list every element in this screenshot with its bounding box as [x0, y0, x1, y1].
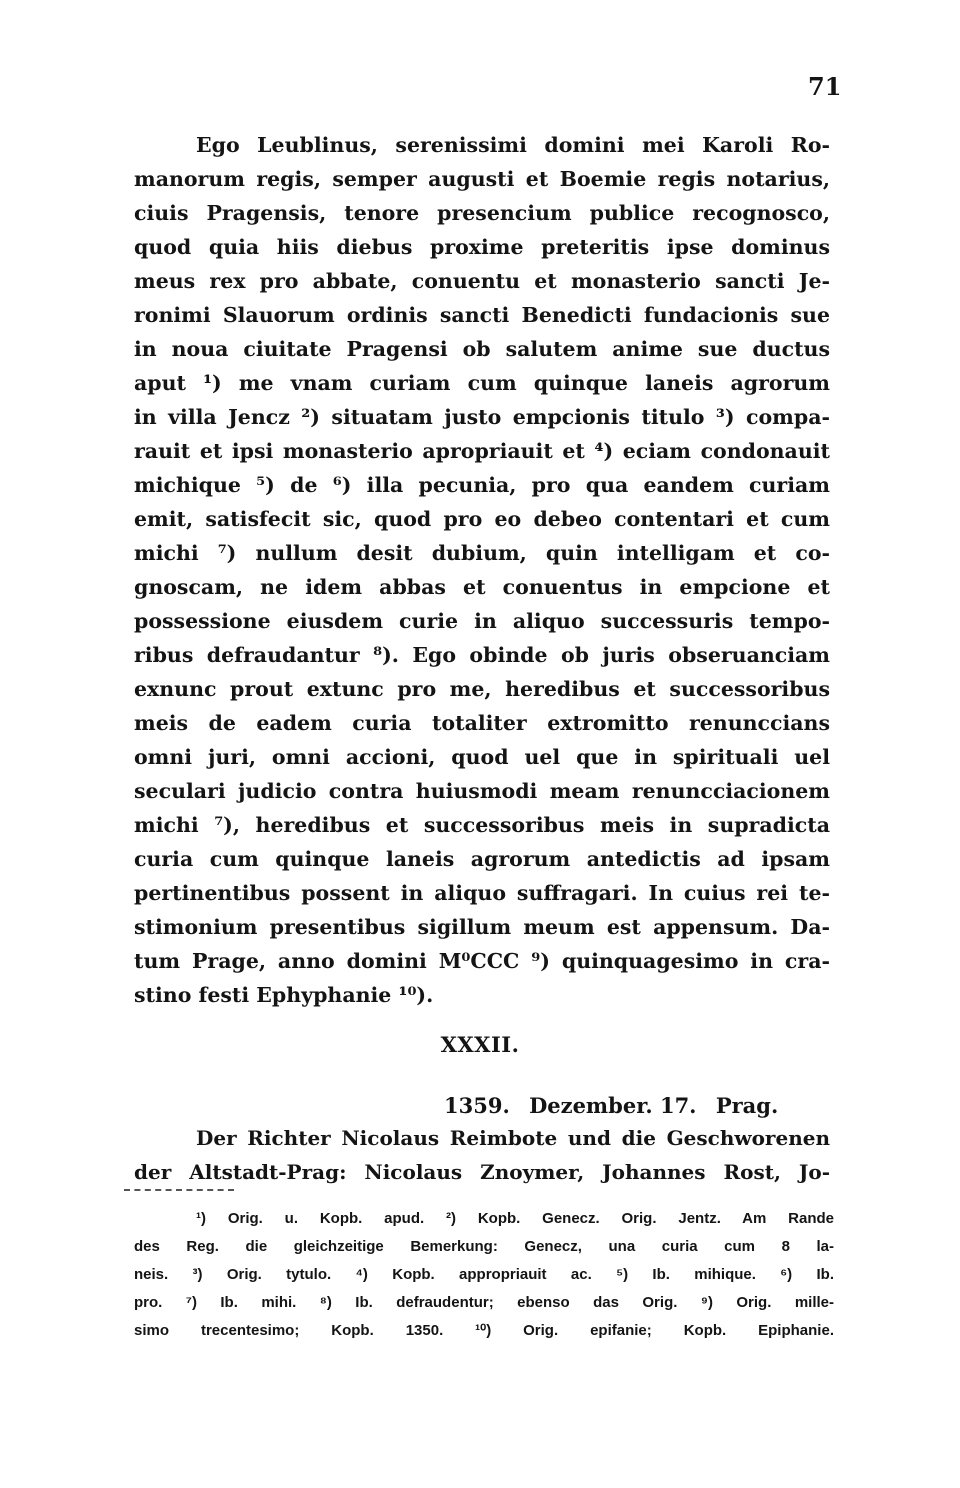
body-line: manorum regis, semper augusti et Boemie regis notarius, — [134, 167, 830, 191]
dateline — [444, 1089, 790, 1123]
charter-text — [134, 128, 830, 1012]
body-line: emit, satisfecit sic, quod pro eo debeo contentari et cum — [134, 507, 830, 531]
body-line: meis de eadem curia totaliter extromitto renunccians — [134, 711, 830, 735]
body-line: aput ¹) me vnam curiam cum quinque laneis agrorum — [134, 371, 830, 395]
page-number: 71 — [808, 72, 842, 101]
footnotes — [134, 1205, 834, 1345]
body-line: curia cum quinque laneis agrorum antedictis ad ipsam — [134, 847, 830, 871]
dateline-date: Dezember. 17. — [529, 1093, 697, 1118]
body-line: quod quia hiis diebus proxime preteritis ipse dominus — [134, 235, 830, 259]
body-line: in villa Jencz ²) situatam justo empcionis titulo ³) compa- — [134, 405, 830, 429]
body-line: pertinentibus possent in aliquo suffragari. In cuius rei te- — [134, 881, 830, 905]
footnote-separator — [124, 1189, 234, 1191]
footnote-line: neis. ³) Orig. tytulo. ⁴) Kopb. appropriauit ac. ⁵) Ib. mihique. ⁶) Ib. — [134, 1266, 834, 1283]
body-line: rauit et ipsi monasterio apropriauit et ⁴) eciam condonauit — [134, 439, 830, 463]
body-line: tum Prage, anno domini M⁰CCC ⁹) quinquagesimo in cra- — [134, 949, 830, 973]
body-line: ronimi Slauorum ordinis sancti Benedicti fundacionis sue — [134, 303, 830, 327]
regest-summary — [134, 1121, 830, 1189]
body-line: in noua ciuitate Pragensi ob salutem anime sue ductus — [134, 337, 830, 361]
body-line: stimonium presentibus sigillum meum est appensum. Da- — [134, 915, 830, 939]
body-line: omni juri, omni accioni, quod uel que in spirituali uel — [134, 745, 830, 769]
footnote-line: pro. ⁷) Ib. mihi. ⁸) Ib. defraudentur; ebenso das Orig. ⁹) Orig. mille- — [134, 1294, 834, 1311]
footnote-line: des Reg. die gleichzeitige Bemerkung: Genecz, una curia cum 8 la- — [134, 1238, 834, 1255]
summary-line: der Altstadt-Prag: Nicolaus Znoymer, Johannes Rost, Jo- — [134, 1160, 830, 1184]
footnote-line: ¹) Orig. u. Kopb. apud. ²) Kopb. Genecz. Orig. Jentz. Am Rande — [196, 1210, 834, 1227]
body-line: ciuis Pragensis, tenore presencium publice recognosco, — [134, 201, 830, 225]
body-line: seculari judicio contra huiusmodi meam renuncciacionem — [134, 779, 830, 803]
summary-line: Der Richter Nicolaus Reimbote und die Geschworenen — [196, 1126, 830, 1150]
document-number-heading: XXXII. — [440, 1032, 520, 1057]
body-line: michi ⁷) nullum desit dubium, quin intelligam et co- — [134, 541, 830, 565]
body-line: Ego Leublinus, serenissimi domini mei Karoli Ro- — [196, 133, 830, 157]
body-line: michique ⁵) de ⁶) illa pecunia, pro qua eandem curiam — [134, 473, 830, 497]
dateline-place: Prag. — [715, 1093, 779, 1118]
body-line: meus rex pro abbate, conuentu et monasterio sancti Je- — [134, 269, 830, 293]
dateline-year: 1359. — [444, 1093, 510, 1118]
body-line: ribus defraudantur ⁸). Ego obinde ob juris obseruanciam — [134, 643, 830, 667]
body-line: exnunc prout extunc pro me, heredibus et successoribus — [134, 677, 830, 701]
body-line: possessione eiusdem curie in aliquo successuris tempo- — [134, 609, 830, 633]
body-line: stino festi Ephyphanie ¹⁰). — [134, 983, 434, 1007]
body-line: gnoscam, ne idem abbas et conuentus in empcione et — [134, 575, 830, 599]
footnote-line: simo trecentesimo; Kopb. 1350. ¹⁰) Orig. epifanie; Kopb. Epiphanie. — [134, 1322, 834, 1339]
body-line: michi ⁷), heredibus et successoribus meis in supradicta — [134, 813, 830, 837]
